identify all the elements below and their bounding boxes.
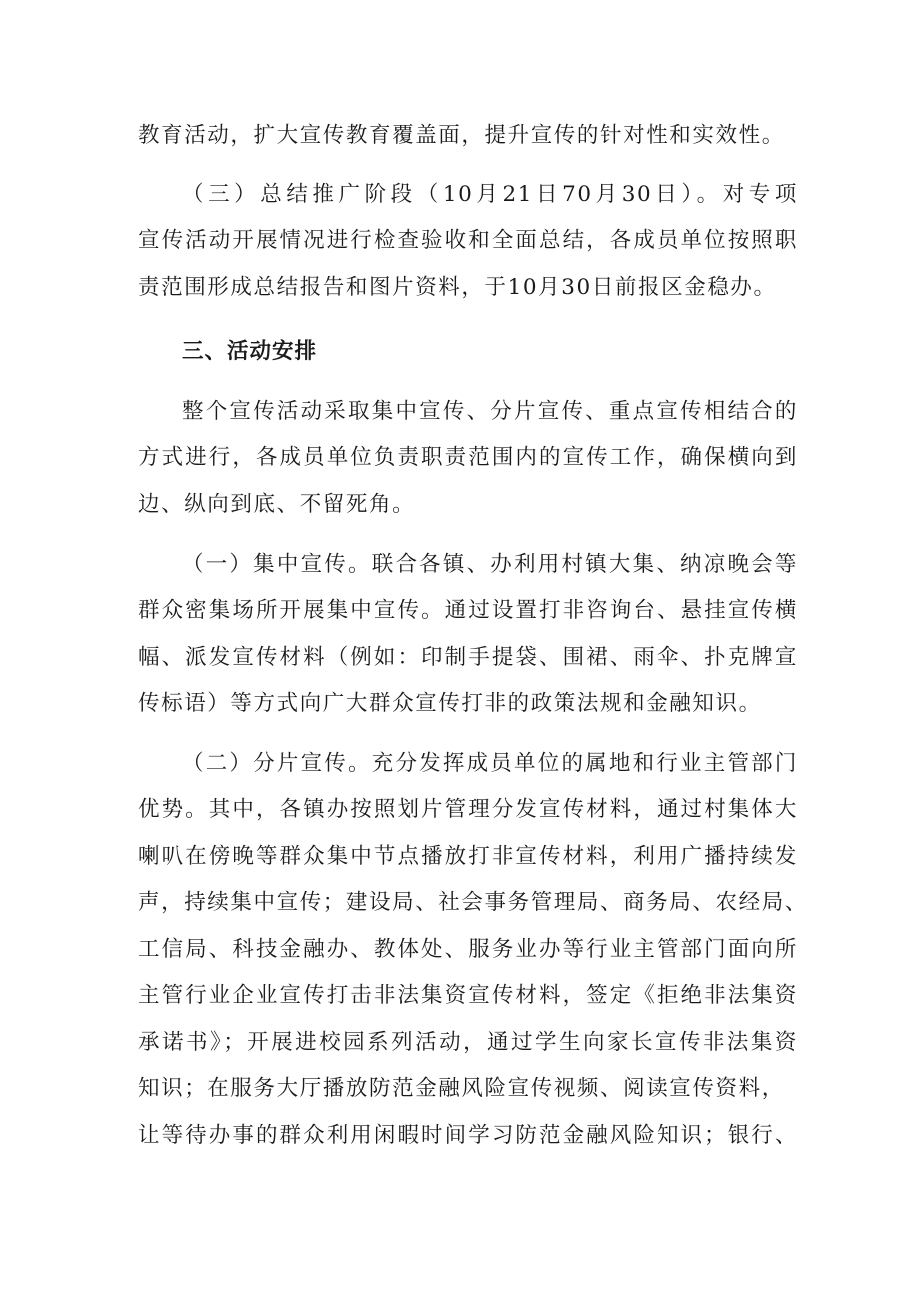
paragraph-line: 群众密集场所开展集中宣传。通过设置打非咨询台、悬挂宣传横 — [138, 598, 798, 623]
paragraph-line: （三）总结推广阶段（10月21日70月30日）。对专项 — [182, 182, 798, 207]
paragraph-line: 教育活动，扩大宣传教育覆盖面，提升宣传的针对性和实效性。 — [138, 123, 785, 148]
paragraph-line: 幅、派发宣传材料（例如：印制手提袋、围裙、雨伞、扑克牌宣 — [138, 645, 798, 670]
paragraph-line: 边、纵向到底、不留死角。 — [138, 492, 416, 517]
paragraph-line: 工信局、科技金融办、教体处、服务业办等行业主管部门面向所 — [138, 937, 798, 962]
paragraph-line: 方式进行，各成员单位负责职责范围内的宣传工作，确保横向到 — [138, 445, 798, 470]
paragraph-line: 宣传活动开展情况进行检查验收和全面总结，各成员单位按照职 — [138, 228, 798, 253]
paragraph-line: 主管行业企业宣传打击非法集资宣传材料，签定《拒绝非法集资 — [138, 983, 798, 1008]
paragraph-line: （一）集中宣传。联合各镇、办利用村镇大集、纳凉晚会等 — [182, 552, 798, 577]
section-heading: 三、活动安排 — [182, 339, 318, 364]
paragraph-line: 声，持续集中宣传；建设局、社会事务管理局、商务局、农经局、 — [138, 890, 808, 915]
paragraph-line: 知识；在服务大厅播放防范金融风险宣传视频、阅读宣传资料， — [138, 1076, 785, 1101]
paragraph-line: 让等待办事的群众利用闲暇时间学习防范金融风险知识；银行、 — [138, 1123, 798, 1148]
paragraph-line: 整个宣传活动采取集中宣传、分片宣传、重点宣传相结合的 — [182, 399, 798, 424]
paragraph-line: （二）分片宣传。充分发挥成员单位的属地和行业主管部门 — [182, 751, 798, 776]
paragraph-line: 喇叭在傍晚等群众集中节点播放打非宣传材料，利用广播持续发 — [138, 844, 798, 869]
paragraph-line: 传标语）等方式向广大群众宣传打非的政策法规和金融知识。 — [138, 691, 762, 716]
paragraph-line: 责范围形成总结报告和图片资料，于10月30日前报区金稳办。 — [138, 275, 777, 300]
paragraph-line: 承诺书》；开展进校园系列活动，通过学生向家长宣传非法集资 — [138, 1030, 798, 1055]
paragraph-line: 优势。其中，各镇办按照划片管理分发宣传材料，通过村集体大 — [138, 797, 798, 822]
